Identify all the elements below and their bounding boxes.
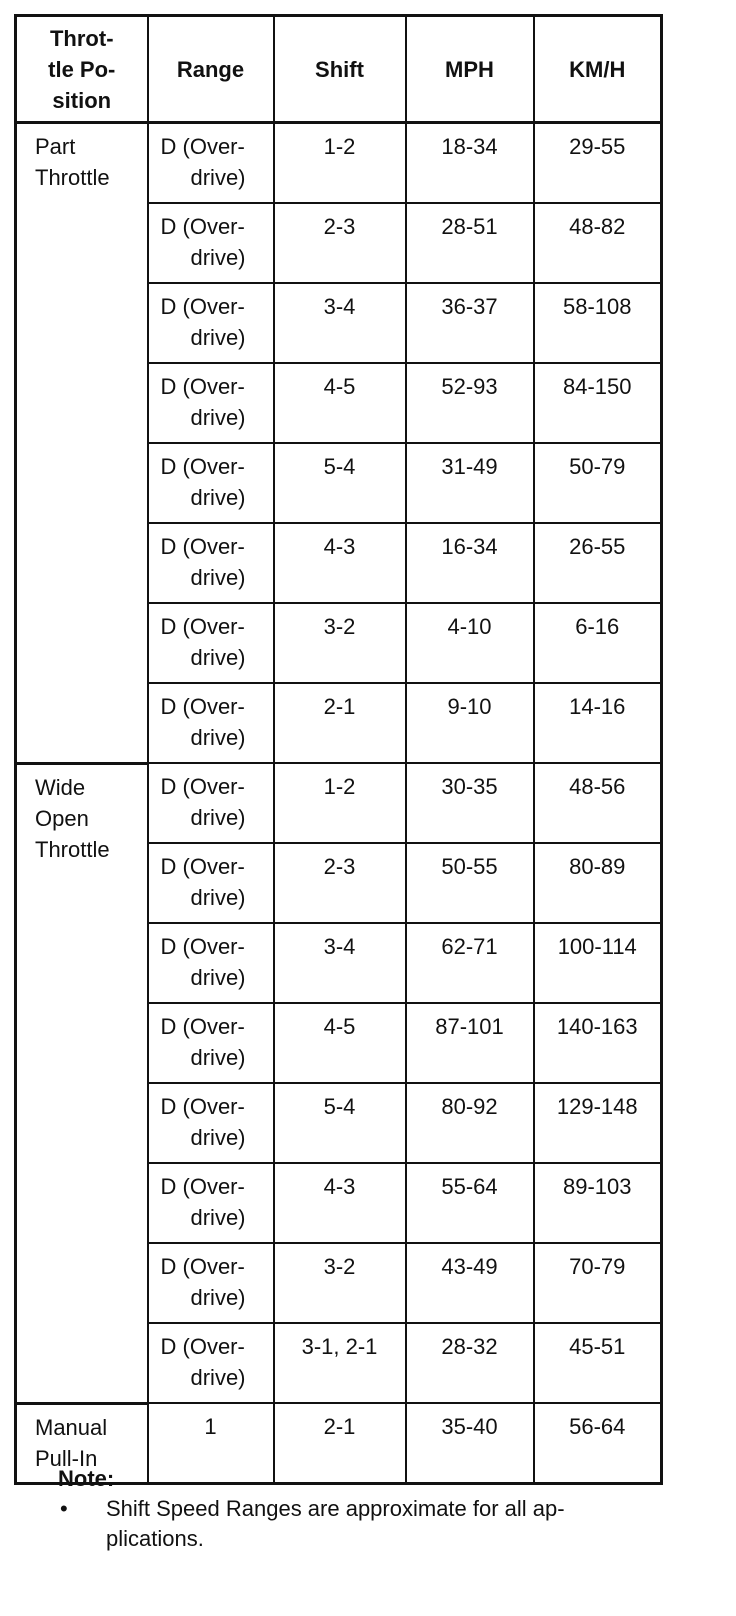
mph-cell: 55-64: [406, 1163, 534, 1243]
kmh-cell: 48-82: [534, 203, 662, 283]
throttle-position-cell: Manual Pull-In: [16, 1403, 148, 1483]
kmh-cell: 84-150: [534, 363, 662, 443]
mph-cell: 18-34: [406, 123, 534, 204]
shift-cell: 2-3: [274, 843, 406, 923]
mph-cell: 28-32: [406, 1323, 534, 1403]
kmh-cell: 100-114: [534, 923, 662, 1003]
throttle-position-cell: Wide Open Throttle: [16, 763, 148, 1403]
range-line: drive): [190, 565, 246, 590]
shift-cell: 4-5: [274, 1003, 406, 1083]
range-line: D (Over-: [160, 854, 245, 879]
range-line: D (Over-: [160, 374, 245, 399]
note-text: Shift Speed Ranges are approximate for all ap- plications.: [106, 1496, 565, 1551]
range-line: drive): [190, 725, 246, 750]
range-line: D (Over-: [160, 214, 245, 239]
range-line: drive): [190, 485, 246, 510]
range-line: D (Over-: [160, 1094, 245, 1119]
note-block: [58, 1464, 698, 1554]
range-cell: [148, 1083, 274, 1163]
range-line: drive): [190, 805, 246, 830]
range-cell: [148, 283, 274, 363]
range-line: drive): [190, 245, 246, 270]
shift-cell: 3-2: [274, 603, 406, 683]
kmh-cell: 29-55: [534, 123, 662, 204]
note-title: Note:: [58, 1466, 115, 1491]
range-line: drive): [190, 885, 246, 910]
range-line: drive): [190, 1045, 246, 1070]
range-line: drive): [190, 1285, 246, 1310]
note-bullet-item: [58, 1494, 698, 1554]
range-cell: [148, 843, 274, 923]
header-row: [16, 16, 662, 123]
range-cell: 1: [148, 1403, 274, 1483]
range-line: D (Over-: [160, 1254, 245, 1279]
range-line: D (Over-: [160, 934, 245, 959]
shift-cell: 4-3: [274, 523, 406, 603]
range-line: drive): [190, 1205, 246, 1230]
range-cell: [148, 763, 274, 843]
mph-cell: 4-10: [406, 603, 534, 683]
throttle-position-cell: Part Throttle: [16, 123, 148, 764]
kmh-cell: 80-89: [534, 843, 662, 923]
range-line: D (Over-: [160, 614, 245, 639]
shift-cell: 2-1: [274, 683, 406, 763]
range-cell: [148, 363, 274, 443]
header-throttle-position: Throt- tle Po- sition: [16, 16, 148, 123]
shift-cell: 5-4: [274, 443, 406, 523]
mph-cell: 52-93: [406, 363, 534, 443]
range-cell: [148, 443, 274, 523]
kmh-cell: 48-56: [534, 763, 662, 843]
range-cell: [148, 603, 274, 683]
kmh-cell: 70-79: [534, 1243, 662, 1323]
range-cell: [148, 203, 274, 283]
kmh-cell: 6-16: [534, 603, 662, 683]
kmh-cell: 89-103: [534, 1163, 662, 1243]
mph-cell: 30-35: [406, 763, 534, 843]
shift-speed-table: [14, 14, 663, 1485]
kmh-cell: 58-108: [534, 283, 662, 363]
shift-cell: 3-4: [274, 283, 406, 363]
mph-cell: 43-49: [406, 1243, 534, 1323]
mph-cell: 62-71: [406, 923, 534, 1003]
header-shift: Shift: [274, 16, 406, 123]
range-line: D (Over-: [160, 1334, 245, 1359]
kmh-cell: 14-16: [534, 683, 662, 763]
header-mph: MPH: [406, 16, 534, 123]
range-line: drive): [190, 1125, 246, 1150]
shift-cell: 4-3: [274, 1163, 406, 1243]
range-cell: [148, 683, 274, 763]
range-line: drive): [190, 165, 246, 190]
range-cell: [148, 1003, 274, 1083]
table-body: [16, 123, 662, 1484]
mph-cell: 31-49: [406, 443, 534, 523]
range-cell: [148, 523, 274, 603]
mph-cell: 9-10: [406, 683, 534, 763]
kmh-cell: 26-55: [534, 523, 662, 603]
shift-cell: 4-5: [274, 363, 406, 443]
mph-cell: 80-92: [406, 1083, 534, 1163]
range-line: drive): [190, 1365, 246, 1390]
kmh-cell: 56-64: [534, 1403, 662, 1483]
table-row: [16, 123, 662, 204]
range-line: D (Over-: [160, 294, 245, 319]
range-line: D (Over-: [160, 1014, 245, 1039]
shift-cell: 3-1, 2-1: [274, 1323, 406, 1403]
range-line: drive): [190, 405, 246, 430]
range-cell: [148, 1243, 274, 1323]
range-cell: [148, 123, 274, 204]
range-cell: [148, 923, 274, 1003]
shift-cell: 1-2: [274, 123, 406, 204]
kmh-cell: 45-51: [534, 1323, 662, 1403]
shift-cell: 1-2: [274, 763, 406, 843]
range-line: D (Over-: [160, 774, 245, 799]
mph-cell: 36-37: [406, 283, 534, 363]
shift-cell: 3-4: [274, 923, 406, 1003]
range-line: drive): [190, 645, 246, 670]
kmh-cell: 129-148: [534, 1083, 662, 1163]
range-line: D (Over-: [160, 534, 245, 559]
mph-cell: 87-101: [406, 1003, 534, 1083]
range-line: D (Over-: [160, 1174, 245, 1199]
range-line: D (Over-: [160, 454, 245, 479]
shift-cell: 5-4: [274, 1083, 406, 1163]
table-row: [16, 763, 662, 843]
shift-cell: 2-3: [274, 203, 406, 283]
range-line: D (Over-: [160, 694, 245, 719]
mph-cell: 16-34: [406, 523, 534, 603]
bullet-icon: •: [60, 1496, 68, 1521]
shift-cell: 2-1: [274, 1403, 406, 1483]
shift-cell: 3-2: [274, 1243, 406, 1323]
range-line: drive): [190, 325, 246, 350]
header-kmh: KM/H: [534, 16, 662, 123]
mph-cell: 35-40: [406, 1403, 534, 1483]
range-line: D (Over-: [160, 134, 245, 159]
range-cell: [148, 1163, 274, 1243]
kmh-cell: 50-79: [534, 443, 662, 523]
range-cell: [148, 1323, 274, 1403]
mph-cell: 50-55: [406, 843, 534, 923]
range-line: drive): [190, 965, 246, 990]
mph-cell: 28-51: [406, 203, 534, 283]
kmh-cell: 140-163: [534, 1003, 662, 1083]
header-range: Range: [148, 16, 274, 123]
